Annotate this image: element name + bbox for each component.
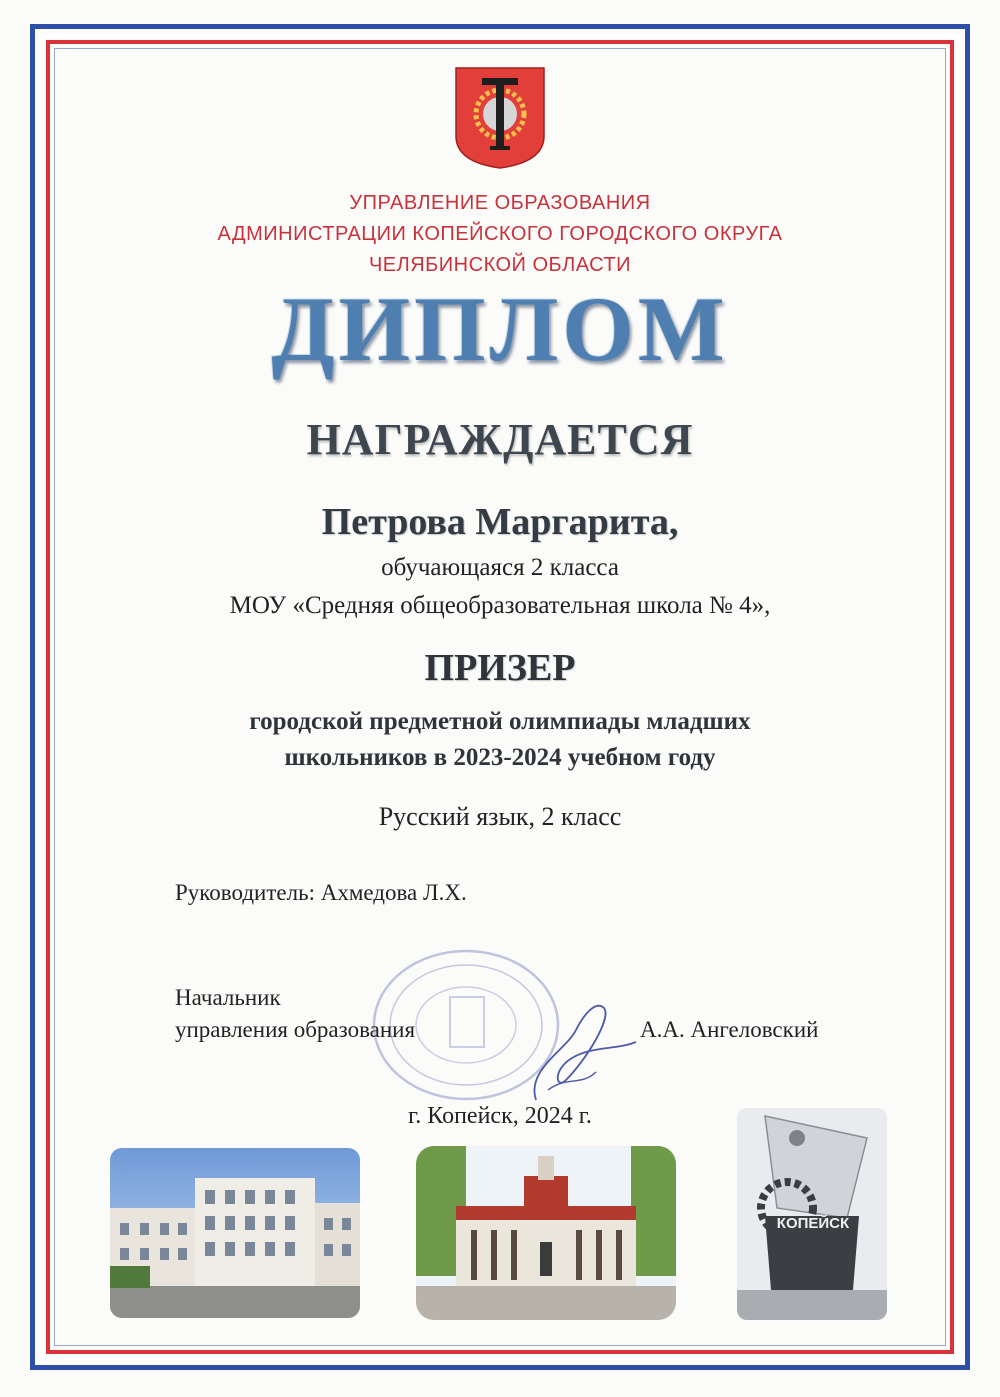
place-and-date: г. Копейск, 2024 г. [408,1103,592,1129]
signature-icon [496,990,646,1110]
diploma-title: ДИПЛОМ [271,278,729,380]
signatory-position-line-1: Начальник [175,985,281,1010]
awarded-heading: НАГРАЖДАЕТСЯ [306,415,694,464]
kopeisk-monument-photo [737,1108,887,1320]
recipient-grade: обучающаяся 2 класса [381,554,619,581]
mentor-line: Руководитель: Ахмедова Л.Х. [175,880,467,905]
recipient-name: Петрова Маргарита, [321,501,679,543]
signatory-name: А.А. Ангеловский [640,1017,819,1042]
monument-label: КОПЕЙСК [776,1215,850,1232]
header-line-1: УПРАВЛЕНИЕ ОБРАЗОВАНИЯ [349,192,651,214]
event-line-1: городской предметной олимпиады младших [249,708,751,735]
signatory-position-line-2: управления образования [175,1017,416,1042]
recipient-school: МОУ «Средняя общеобразовательная школа № 4», [229,592,771,619]
subject-line: Русский язык, 2 класс [378,802,622,831]
award-status: ПРИЗЕР [424,647,576,689]
header-line-3: ЧЕЛЯБИНСКОЙ ОБЛАСТИ [368,254,632,276]
school-building-photo [110,1148,360,1318]
header-line-2: АДМИНИСТРАЦИИ КОПЕЙСКОГО ГОРОДСКОГО ОКРУГА [217,223,783,245]
palace-of-culture-photo [416,1146,676,1320]
event-line-2: школьников в 2023-2024 учебном году [284,744,716,771]
coat-of-arms-icon [454,66,546,170]
